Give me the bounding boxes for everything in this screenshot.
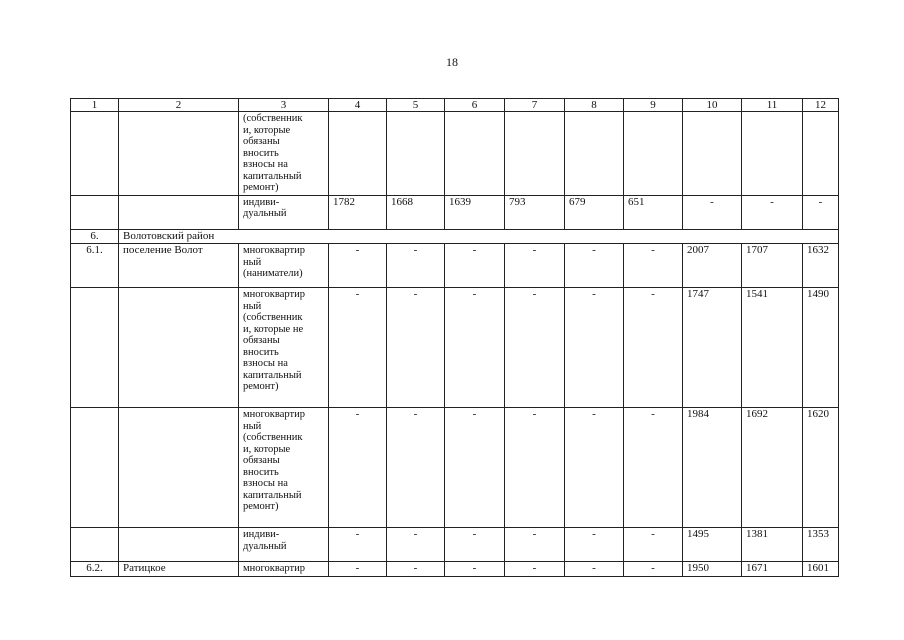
value-cell: - bbox=[624, 562, 683, 577]
value-cell: - bbox=[387, 408, 445, 528]
value-cell bbox=[624, 112, 683, 196]
row-number-cell bbox=[71, 112, 119, 196]
section-title-cell: Волотовский район bbox=[119, 229, 839, 244]
value-cell: 1490 bbox=[803, 288, 839, 408]
value-cell: - bbox=[565, 528, 624, 562]
value-cell: - bbox=[565, 244, 624, 288]
header-cell: 10 bbox=[683, 99, 742, 112]
value-cell: - bbox=[387, 244, 445, 288]
value-cell: 1381 bbox=[742, 528, 803, 562]
value-cell: - bbox=[445, 528, 505, 562]
value-cell bbox=[565, 112, 624, 196]
settlement-cell bbox=[119, 408, 239, 528]
row-number-cell bbox=[71, 408, 119, 528]
housing-type-cell: многоквартир ный (собственник и, которые обязаны вносить взносы на капитальный ремонт) bbox=[239, 408, 329, 528]
tariff-table bbox=[70, 98, 839, 577]
value-cell bbox=[803, 112, 839, 196]
value-cell: 1671 bbox=[742, 562, 803, 577]
settlement-cell bbox=[119, 112, 239, 196]
header-cell: 2 bbox=[119, 99, 239, 112]
header-cell: 9 bbox=[624, 99, 683, 112]
value-cell: - bbox=[387, 528, 445, 562]
value-cell: - bbox=[624, 244, 683, 288]
header-cell: 1 bbox=[71, 99, 119, 112]
value-cell: - bbox=[565, 408, 624, 528]
value-cell: - bbox=[445, 562, 505, 577]
row-number-cell bbox=[71, 528, 119, 562]
header-cell: 4 bbox=[329, 99, 387, 112]
value-cell: - bbox=[329, 408, 387, 528]
table-row bbox=[71, 288, 839, 408]
header-cell: 5 bbox=[387, 99, 445, 112]
value-cell: 2007 bbox=[683, 244, 742, 288]
value-cell: - bbox=[445, 244, 505, 288]
table-row bbox=[71, 528, 839, 562]
row-number-cell: 6. bbox=[71, 229, 119, 244]
housing-type-cell: многоквартир bbox=[239, 562, 329, 577]
page-number: 18 bbox=[446, 55, 458, 69]
value-cell: 1782 bbox=[329, 195, 387, 229]
value-cell: - bbox=[387, 288, 445, 408]
header-cell: 7 bbox=[505, 99, 565, 112]
value-cell: - bbox=[445, 288, 505, 408]
value-cell: - bbox=[624, 528, 683, 562]
value-cell: - bbox=[505, 562, 565, 577]
value-cell: - bbox=[387, 562, 445, 577]
housing-type-cell: многоквартир ный (собственник и, которые не обязаны вносить взносы на капитальный ремонт) bbox=[239, 288, 329, 408]
value-cell: - bbox=[329, 244, 387, 288]
table-row bbox=[71, 562, 839, 577]
value-cell: 1639 bbox=[445, 195, 505, 229]
value-cell: - bbox=[505, 528, 565, 562]
value-cell bbox=[505, 112, 565, 196]
table-row bbox=[71, 195, 839, 229]
settlement-cell bbox=[119, 528, 239, 562]
value-cell: - bbox=[505, 408, 565, 528]
value-cell: - bbox=[565, 562, 624, 577]
value-cell: - bbox=[624, 408, 683, 528]
value-cell: 793 bbox=[505, 195, 565, 229]
value-cell: 1495 bbox=[683, 528, 742, 562]
housing-type-cell: индиви- дуальный bbox=[239, 528, 329, 562]
value-cell: 679 bbox=[565, 195, 624, 229]
row-number-cell bbox=[71, 195, 119, 229]
value-cell bbox=[329, 112, 387, 196]
value-cell: - bbox=[329, 562, 387, 577]
value-cell: 1950 bbox=[683, 562, 742, 577]
value-cell bbox=[742, 112, 803, 196]
value-cell: 1541 bbox=[742, 288, 803, 408]
value-cell: - bbox=[624, 288, 683, 408]
settlement-cell bbox=[119, 195, 239, 229]
value-cell: - bbox=[505, 244, 565, 288]
header-cell: 11 bbox=[742, 99, 803, 112]
value-cell: - bbox=[803, 195, 839, 229]
value-cell bbox=[445, 112, 505, 196]
value-cell: 1692 bbox=[742, 408, 803, 528]
value-cell: 1668 bbox=[387, 195, 445, 229]
value-cell: 1707 bbox=[742, 244, 803, 288]
value-cell: 1747 bbox=[683, 288, 742, 408]
table-row bbox=[71, 408, 839, 528]
value-cell: 1632 bbox=[803, 244, 839, 288]
housing-type-cell: индиви- дуальный bbox=[239, 195, 329, 229]
value-cell: 1984 bbox=[683, 408, 742, 528]
header-cell: 3 bbox=[239, 99, 329, 112]
value-cell: 1601 bbox=[803, 562, 839, 577]
value-cell bbox=[683, 112, 742, 196]
settlement-cell: Ратицкое bbox=[119, 562, 239, 577]
header-cell: 12 bbox=[803, 99, 839, 112]
value-cell: 1353 bbox=[803, 528, 839, 562]
table-row bbox=[71, 244, 839, 288]
settlement-cell bbox=[119, 288, 239, 408]
value-cell: - bbox=[329, 528, 387, 562]
row-number-cell bbox=[71, 288, 119, 408]
housing-type-cell: (собственник и, которые обязаны вносить взносы на капитальный ремонт) bbox=[239, 112, 329, 196]
section-row bbox=[71, 229, 839, 244]
housing-type-cell: многоквартир ный (наниматели) bbox=[239, 244, 329, 288]
value-cell: 651 bbox=[624, 195, 683, 229]
value-cell bbox=[387, 112, 445, 196]
value-cell: - bbox=[742, 195, 803, 229]
value-cell: - bbox=[683, 195, 742, 229]
header-cell: 6 bbox=[445, 99, 505, 112]
table-header-row bbox=[71, 99, 839, 112]
value-cell: - bbox=[505, 288, 565, 408]
settlement-cell: поселение Волот bbox=[119, 244, 239, 288]
value-cell: - bbox=[445, 408, 505, 528]
value-cell: - bbox=[329, 288, 387, 408]
value-cell: - bbox=[565, 288, 624, 408]
row-number-cell: 6.2. bbox=[71, 562, 119, 577]
header-cell: 8 bbox=[565, 99, 624, 112]
row-number-cell: 6.1. bbox=[71, 244, 119, 288]
value-cell: 1620 bbox=[803, 408, 839, 528]
table-row bbox=[71, 112, 839, 196]
